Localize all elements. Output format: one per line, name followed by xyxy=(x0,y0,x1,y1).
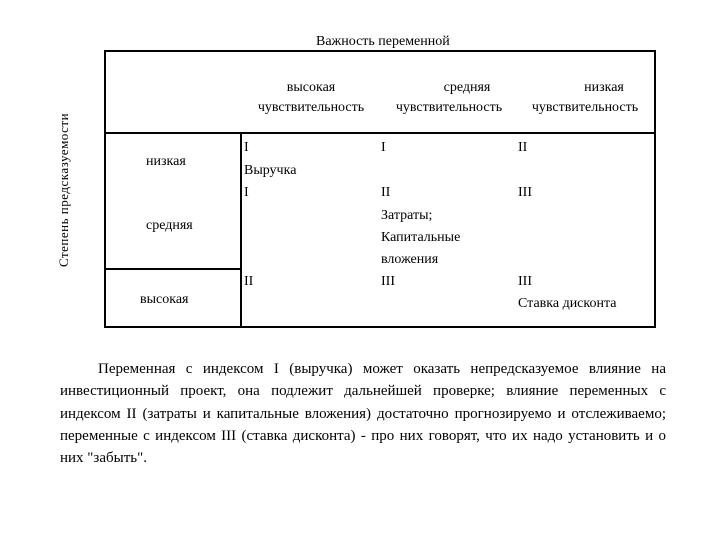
table-divider-rows xyxy=(240,132,242,328)
cell-index: I xyxy=(381,140,386,155)
cell-index: III xyxy=(381,274,395,289)
cell-index: II xyxy=(381,185,391,200)
explanation-paragraph: Переменная с индексом I (выручка) может оказать непредсказуемое влияние на инвестиционный проект, она подлежит дальнейшей проверке; влияние переменных с индексом II (затраты и капитальные вложения) достаточно прогнозируемо и отслеживаемо; переменные с индексом III (ставка дисконта) - про них говорят, что их надо установить и о них "забыть". xyxy=(60,361,666,467)
cell-index: II xyxy=(244,274,254,289)
cell-index: I xyxy=(244,185,249,200)
column-header-medium xyxy=(382,78,516,118)
row-header-medium: средняя xyxy=(146,218,193,233)
cell-index: II xyxy=(518,140,528,155)
cell-variable-capital: Капитальные xyxy=(381,230,461,245)
column-header-high xyxy=(244,78,378,118)
matrix-title: Важность переменной xyxy=(316,34,450,49)
column-header-high-line2: чувствительность xyxy=(257,100,365,115)
table-border-header xyxy=(104,132,656,134)
row-divider-left xyxy=(104,268,242,270)
column-header-medium-line2: чувствительность xyxy=(395,100,503,115)
column-header-low xyxy=(518,78,652,118)
column-header-medium-line1: средняя xyxy=(443,80,491,95)
cell-index: III xyxy=(518,185,532,200)
cell-index: III xyxy=(518,274,532,289)
cell-variable-revenue: Выручка xyxy=(244,163,297,178)
column-header-low-line2: чувствительность xyxy=(531,100,639,115)
table-border-left xyxy=(104,50,106,328)
column-header-high-line1: высокая xyxy=(286,80,336,95)
cell-index: I xyxy=(244,140,249,155)
cell-variable-investment: вложения xyxy=(381,252,439,267)
table-border-top xyxy=(104,50,656,52)
y-axis-label-text: Степень предсказуемости xyxy=(56,112,71,268)
column-header-low-line1: низкая xyxy=(584,80,624,95)
table-border-bottom xyxy=(104,326,656,328)
cell-variable-costs: Затраты; xyxy=(381,208,433,223)
row-header-low: низкая xyxy=(146,154,186,169)
table-border-right xyxy=(654,50,656,328)
cell-variable-discount-rate: Ставка дисконта xyxy=(518,296,617,311)
row-header-high: высокая xyxy=(140,292,189,307)
